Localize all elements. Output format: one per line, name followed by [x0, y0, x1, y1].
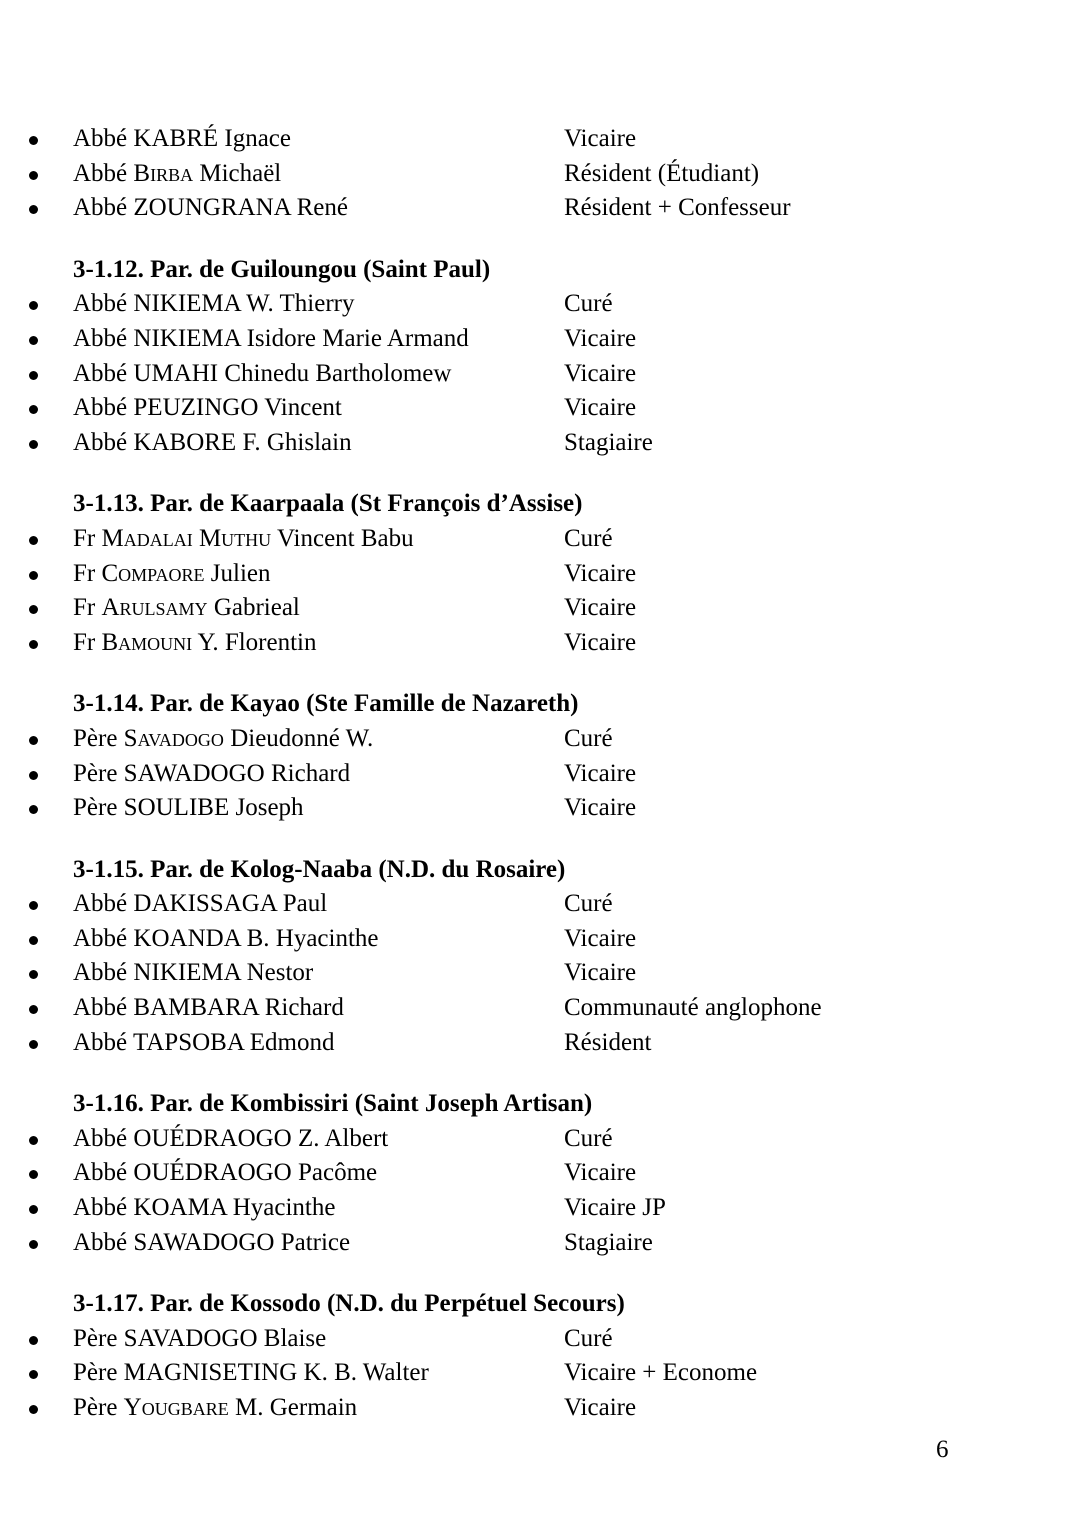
person-role: Vicaire — [564, 1394, 637, 1421]
person-surname: SAWADOGO — [133, 1228, 275, 1256]
bullet-icon — [29, 605, 38, 614]
bullet-icon — [29, 171, 38, 180]
person-given-name: Patrice — [280, 1228, 351, 1256]
person-role: Vicaire — [564, 594, 637, 622]
person-name — [73, 1226, 350, 1261]
person-title: Fr — [73, 628, 96, 656]
person-role: Vicaire — [564, 794, 637, 822]
person-name — [73, 157, 281, 192]
list-item — [0, 557, 1080, 592]
person-surname: DAKISSAGA — [133, 890, 277, 918]
person-role: Curé — [564, 1324, 613, 1352]
person-title: Abbé — [73, 159, 128, 187]
list-item — [0, 591, 1080, 626]
page-number: 6 — [936, 1436, 949, 1463]
bullet-icon — [29, 640, 38, 649]
list-item — [0, 357, 1080, 392]
person-given-name: Julien — [210, 559, 271, 587]
person-given-name: Y. Florentin — [197, 628, 317, 656]
parish-heading: 3-1.17. Par. de Kossodo (N.D. du Perpétuel Secours) — [73, 1290, 625, 1318]
person-given-name: B. Hyacinthe — [246, 924, 379, 952]
person-title: Abbé — [73, 194, 128, 222]
bullet-icon — [29, 1370, 38, 1379]
bullet-icon — [29, 336, 38, 345]
person-role: Vicaire — [564, 559, 637, 587]
list-item — [0, 522, 1080, 557]
parish-section — [0, 487, 1080, 660]
person-title: Abbé — [73, 394, 128, 422]
person-surname: SAWADOGO — [123, 759, 265, 787]
person-title: Abbé — [73, 324, 128, 352]
person-role: Stagiaire — [564, 1228, 653, 1256]
parish-heading: 3-1.13. Par. de Kaarpaala (St François d’Assise) — [73, 490, 583, 518]
document-page — [0, 122, 1080, 1426]
bullet-icon — [29, 970, 38, 979]
person-surname: Arulsamy — [101, 594, 208, 622]
person-title: Père — [73, 794, 118, 822]
bullet-icon — [29, 205, 38, 214]
person-surname: UMAHI — [133, 359, 219, 387]
person-title: Abbé — [73, 1228, 128, 1256]
person-given-name: Ignace — [224, 125, 292, 152]
bullet-icon — [29, 771, 38, 780]
person-surname: NIKIEMA — [133, 959, 241, 987]
person-name — [73, 1122, 388, 1157]
person-name — [73, 991, 344, 1026]
list-item — [0, 1322, 1080, 1357]
person-name — [73, 887, 327, 922]
person-given-name: Hyacinthe — [232, 1194, 336, 1222]
bullet-icon — [29, 1240, 38, 1249]
list-item — [0, 157, 1080, 192]
person-surname: Madalai Muthu — [101, 524, 272, 552]
person-title: Père — [73, 1394, 118, 1421]
person-surname: KOANDA — [133, 924, 241, 952]
bullet-icon — [29, 571, 38, 580]
person-given-name: Paul — [282, 890, 328, 918]
person-name — [73, 722, 373, 757]
list-item — [0, 1191, 1080, 1226]
bullet-icon — [29, 1170, 38, 1179]
person-surname: PEUZINGO — [133, 394, 259, 422]
person-title: Abbé — [73, 994, 128, 1022]
person-surname: OUÉDRAOGO — [133, 1159, 292, 1187]
parish-section — [0, 253, 1080, 461]
list-item — [0, 887, 1080, 922]
parish-heading: 3-1.14. Par. de Kayao (Ste Famille de Nazareth) — [73, 690, 579, 718]
person-surname: SAVADOGO — [123, 1324, 258, 1352]
person-surname: KABORE — [133, 428, 237, 456]
parish-heading: 3-1.15. Par. de Kolog-Naaba (N.D. du Rosaire) — [73, 855, 566, 883]
bullet-icon — [29, 1205, 38, 1214]
bullet-icon — [29, 405, 38, 414]
person-name — [73, 1191, 335, 1226]
bullet-icon — [29, 1040, 38, 1049]
person-given-name: Edmond — [249, 1028, 335, 1056]
person-name — [73, 391, 342, 426]
bullet-icon — [29, 1005, 38, 1014]
person-name — [73, 357, 451, 392]
person-name — [73, 1026, 334, 1061]
person-role: Vicaire — [564, 959, 637, 987]
person-title: Fr — [73, 559, 96, 587]
bullet-icon — [29, 371, 38, 380]
bullet-icon — [29, 936, 38, 945]
person-name — [73, 922, 379, 957]
person-name — [73, 557, 271, 592]
person-role: Communauté anglophone — [564, 994, 822, 1022]
person-role: Résident — [564, 1028, 652, 1056]
person-title: Abbé — [73, 1194, 128, 1222]
person-name — [73, 1391, 357, 1426]
person-name — [73, 1156, 377, 1191]
person-surname: Birba — [133, 159, 194, 187]
person-given-name: Gabrieal — [213, 594, 300, 622]
person-surname: NIKIEMA — [133, 290, 241, 318]
bullet-icon — [29, 136, 38, 145]
person-name — [73, 287, 354, 322]
person-surname: BAMBARA — [133, 994, 259, 1022]
person-title: Abbé — [73, 890, 128, 918]
person-surname: KOAMA — [133, 1194, 227, 1222]
person-given-name: Michaël — [199, 159, 282, 187]
person-role: Stagiaire — [564, 428, 653, 456]
person-given-name: Chinedu Bartholomew — [224, 359, 452, 387]
person-name — [73, 426, 352, 461]
list-item — [0, 1226, 1080, 1261]
list-item — [0, 1391, 1080, 1426]
person-name — [73, 122, 291, 157]
list-item — [0, 287, 1080, 322]
person-title: Abbé — [73, 125, 128, 152]
person-name — [73, 757, 350, 792]
person-title: Père — [73, 759, 118, 787]
bullet-icon — [29, 805, 38, 814]
person-role: Curé — [564, 290, 613, 318]
person-title: Père — [73, 724, 118, 752]
bullet-icon — [29, 1336, 38, 1345]
person-role: Vicaire — [564, 125, 637, 152]
list-item — [0, 1026, 1080, 1061]
bullet-icon — [29, 1405, 38, 1414]
person-title: Abbé — [73, 428, 128, 456]
continued-entry-list — [0, 122, 1080, 226]
person-given-name: Richard — [270, 759, 351, 787]
person-title: Abbé — [73, 290, 128, 318]
person-surname: NIKIEMA — [133, 324, 241, 352]
person-given-name: Z. Albert — [297, 1124, 389, 1152]
list-item — [0, 626, 1080, 661]
person-surname: OUÉDRAOGO — [133, 1124, 292, 1152]
person-surname: ZOUNGRANA — [133, 194, 291, 222]
person-given-name: K. B. Walter — [303, 1359, 429, 1387]
person-given-name: Blaise — [263, 1324, 327, 1352]
person-name — [73, 1356, 429, 1391]
person-surname: Yougbare — [123, 1394, 229, 1421]
person-surname: KABRÉ — [133, 125, 219, 152]
person-title: Abbé — [73, 959, 128, 987]
person-title: Fr — [73, 594, 96, 622]
list-item — [0, 122, 1080, 157]
person-given-name: Richard — [264, 994, 344, 1022]
person-role: Vicaire + Econome — [564, 1359, 758, 1387]
list-item — [0, 191, 1080, 226]
list-item — [0, 722, 1080, 757]
list-item — [0, 791, 1080, 826]
person-title: Abbé — [73, 924, 128, 952]
parish-section — [0, 687, 1080, 825]
person-role: Curé — [564, 524, 613, 552]
parish-section — [0, 853, 1080, 1061]
person-name — [73, 626, 316, 661]
list-item — [0, 991, 1080, 1026]
person-title: Père — [73, 1359, 118, 1387]
person-title: Fr — [73, 524, 96, 552]
person-role: Curé — [564, 724, 613, 752]
person-name — [73, 1322, 326, 1357]
person-given-name: Pacôme — [297, 1159, 378, 1187]
person-surname: Bamouni — [101, 628, 193, 656]
bullet-icon — [29, 301, 38, 310]
person-given-name: Isidore Marie Armand — [246, 324, 469, 352]
person-given-name: Joseph — [235, 794, 304, 822]
person-title: Abbé — [73, 359, 128, 387]
person-name — [73, 791, 304, 826]
person-role: Vicaire — [564, 924, 637, 952]
person-role: Vicaire — [564, 359, 637, 387]
parish-section — [0, 1287, 1080, 1425]
person-role: Vicaire JP — [564, 1194, 666, 1222]
person-name — [73, 591, 300, 626]
list-item — [0, 956, 1080, 991]
person-role: Vicaire — [564, 628, 637, 656]
list-item — [0, 391, 1080, 426]
person-surname: Savadogo — [123, 724, 224, 752]
list-item — [0, 922, 1080, 957]
person-title: Père — [73, 1324, 118, 1352]
person-role: Vicaire — [564, 1159, 637, 1187]
person-name — [73, 522, 414, 557]
person-given-name: Nestor — [246, 959, 314, 987]
list-item — [0, 426, 1080, 461]
person-name — [73, 191, 348, 226]
person-given-name: F. Ghislain — [242, 428, 352, 456]
parish-heading: 3-1.12. Par. de Guiloungou (Saint Paul) — [73, 255, 491, 283]
person-given-name: Vincent Babu — [276, 524, 414, 552]
parish-heading: 3-1.16. Par. de Kombissiri (Saint Joseph Artisan) — [73, 1090, 593, 1118]
person-title: Abbé — [73, 1124, 128, 1152]
person-role: Curé — [564, 890, 613, 918]
list-item — [0, 322, 1080, 357]
list-item — [0, 757, 1080, 792]
list-item — [0, 1156, 1080, 1191]
person-title: Abbé — [73, 1028, 128, 1056]
bullet-icon — [29, 736, 38, 745]
person-surname: SOULIBE — [123, 794, 230, 822]
bullet-icon — [29, 536, 38, 545]
person-given-name: W. Thierry — [246, 290, 355, 318]
person-name — [73, 956, 313, 991]
person-role: Curé — [564, 1124, 613, 1152]
person-role: Résident (Étudiant) — [564, 159, 760, 187]
person-title: Abbé — [73, 1159, 128, 1187]
person-given-name: René — [296, 194, 348, 222]
person-surname: MAGNISETING — [123, 1359, 298, 1387]
bullet-icon — [29, 440, 38, 449]
person-role: Résident + Confesseur — [564, 194, 791, 222]
bullet-icon — [29, 901, 38, 910]
person-surname: Compaore — [101, 559, 205, 587]
list-item — [0, 1356, 1080, 1391]
bullet-icon — [29, 1136, 38, 1145]
parish-section — [0, 1087, 1080, 1260]
person-name — [73, 322, 469, 357]
person-surname: TAPSOBA — [132, 1028, 244, 1056]
person-given-name: Vincent — [264, 394, 342, 422]
person-given-name: M. Germain — [234, 1394, 358, 1421]
list-item — [0, 1122, 1080, 1157]
person-role: Vicaire — [564, 759, 637, 787]
person-role: Vicaire — [564, 394, 637, 422]
person-role: Vicaire — [564, 324, 637, 352]
person-given-name: Dieudonné W. — [230, 724, 374, 752]
